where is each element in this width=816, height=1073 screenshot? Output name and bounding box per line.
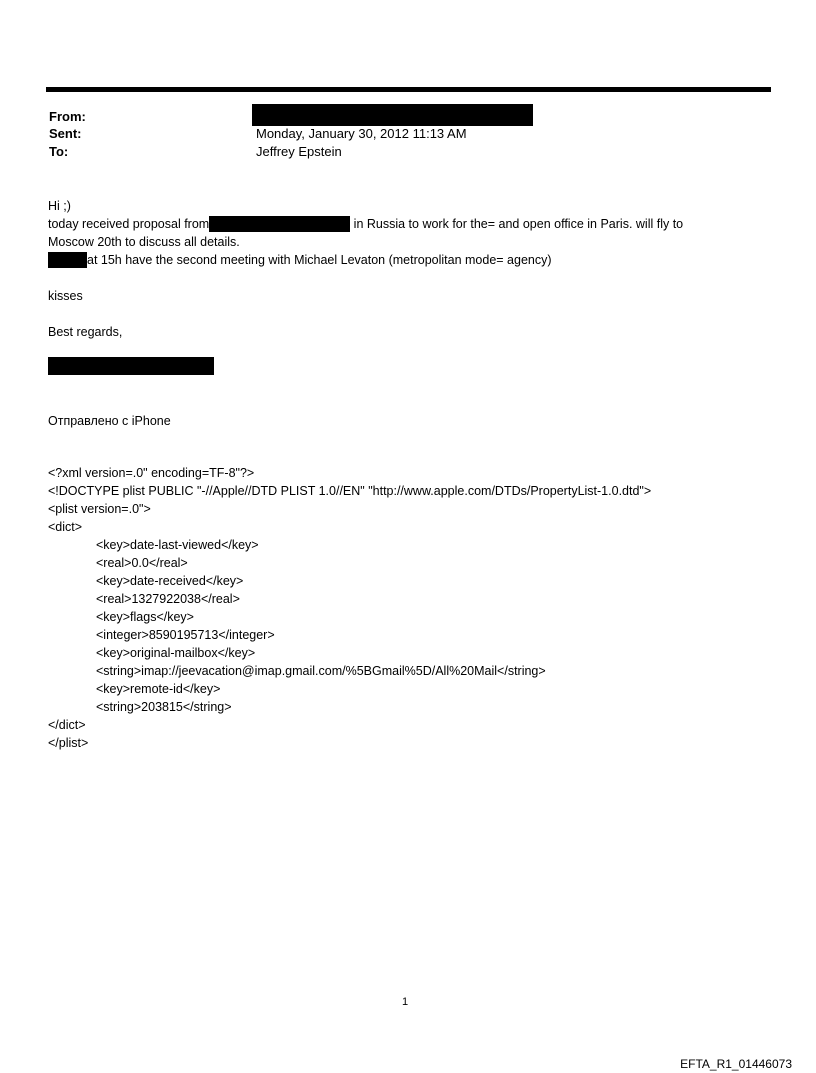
body-line-1: [48, 216, 683, 232]
xml-line: <real>0.0</real>: [96, 556, 188, 570]
date-redaction: [48, 252, 87, 268]
regards-line: Best regards,: [48, 325, 123, 339]
body-line-3: [48, 252, 552, 268]
body-line-1-end: in Russia to work for the= and open office in Paris. will fly to: [350, 217, 684, 231]
page-number: 1: [402, 996, 409, 1008]
xml-line: <key>flags</key>: [96, 610, 194, 624]
xml-line: </plist>: [48, 736, 89, 750]
xml-line: <?xml version=.0" encoding=TF-8"?>: [48, 466, 255, 480]
sent-value: Monday, January 30, 2012 11:13 AM: [256, 126, 467, 141]
xml-line: <key>original-mailbox</key>: [96, 646, 256, 660]
xml-line: </dict>: [48, 718, 86, 732]
from-label: From:: [49, 109, 86, 124]
xml-line: <string>203815</string>: [96, 700, 232, 714]
xml-line: <key>remote-id</key>: [96, 682, 221, 696]
header-rule: [46, 87, 771, 92]
xml-line: <key>date-last-viewed</key>: [96, 538, 259, 552]
to-value: Jeffrey Epstein: [256, 144, 342, 159]
xml-line: <real>1327922038</real>: [96, 592, 240, 606]
xml-line: <plist version=.0">: [48, 502, 151, 516]
sent-label: Sent:: [49, 126, 82, 141]
xml-line: <!DOCTYPE plist PUBLIC "-//Apple//DTD PLIST 1.0//EN" "http://www.apple.com/DTDs/PropertyList-1.0.dtd">: [48, 484, 652, 498]
greeting: Hi ;): [48, 199, 71, 213]
signature-redaction: [48, 357, 214, 375]
sent-from-iphone: Отправлено с iPhone: [48, 414, 171, 428]
xml-line: <key>date-received</key>: [96, 574, 244, 588]
to-label: To:: [49, 144, 69, 159]
body-line-1-start: today received proposal from: [48, 217, 210, 231]
body-line-2: Moscow 20th to discuss all details.: [48, 235, 240, 249]
document-id: EFTA_R1_01446073: [680, 1057, 792, 1071]
xml-line: <dict>: [48, 520, 83, 534]
xml-line: <integer>8590195713</integer>: [96, 628, 275, 642]
body-line-3-text: at 15h have the second meeting with Michael Levaton (metropolitan mode= agency): [87, 253, 552, 267]
from-value-redaction: [252, 104, 533, 126]
xml-line: <string>imap://jeevacation@imap.gmail.com/%5BGmail%5D/All%20Mail</string>: [96, 664, 546, 678]
kisses-line: kisses: [48, 289, 83, 303]
company-redaction: [209, 216, 350, 232]
